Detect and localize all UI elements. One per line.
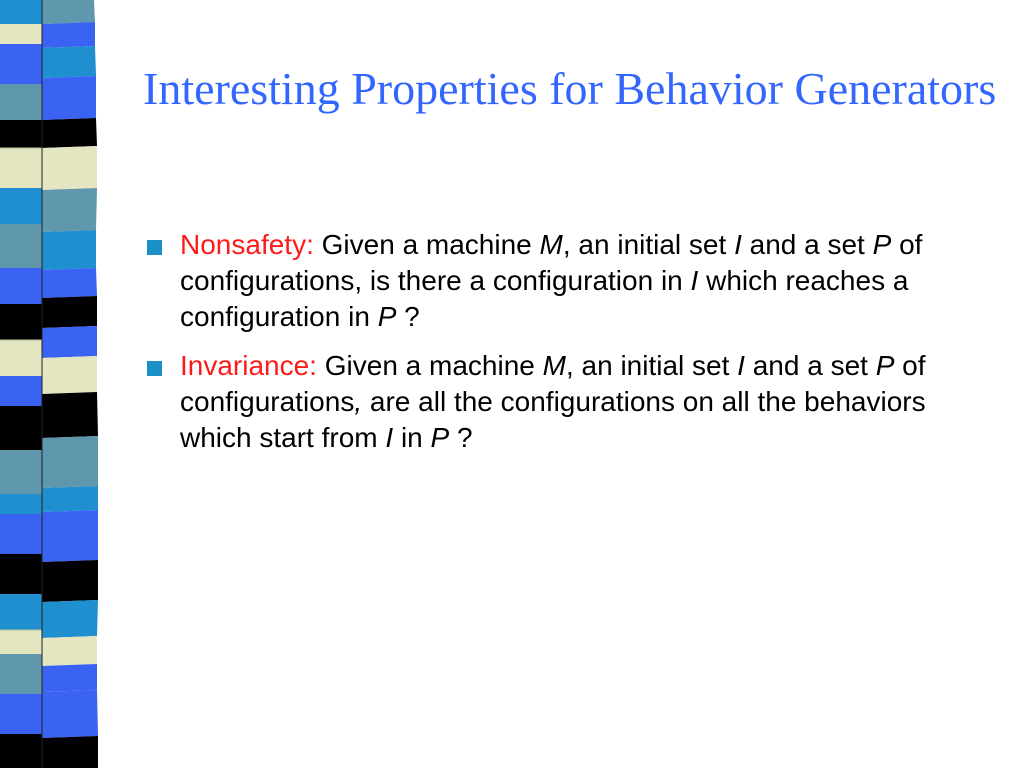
variable-m: M [542, 350, 566, 381]
variable-m: M [539, 229, 563, 260]
bullet-text: are all the configurations on all the behaviors which start from [180, 386, 926, 453]
decorative-stripe-bar [0, 0, 118, 768]
variable-i: I [737, 350, 745, 381]
variable-p: P [875, 350, 895, 381]
bullet-list [143, 227, 973, 469]
square-bullet-icon [147, 240, 162, 255]
variable-p: P [377, 301, 397, 332]
bullet-text: Given a machine [316, 350, 543, 381]
bullet-label: Nonsafety: [180, 229, 314, 260]
variable-i: I [690, 265, 699, 296]
bullet-text: Given a machine [313, 229, 540, 260]
bullet-item-invariance [143, 348, 973, 456]
bullet-text: and a set [741, 229, 873, 260]
bullet-text: , [354, 386, 363, 417]
slide-title: Interesting Properties for Behavior Generators [143, 63, 997, 114]
bullet-text: of configurations [180, 350, 926, 417]
bullet-text: ? [396, 301, 420, 332]
variable-i: I [734, 229, 742, 260]
square-bullet-icon [147, 361, 162, 376]
bullet-label: Invariance: [180, 350, 317, 381]
bullet-text: , an initial set [562, 229, 735, 260]
variable-i: I [385, 422, 394, 453]
bullet-text: which reaches a configuration in [180, 265, 909, 332]
bullet-text: , an initial set [565, 350, 738, 381]
stripe-pattern [0, 0, 118, 768]
bullet-text: and a set [744, 350, 876, 381]
bullet-text: of configurations, is there a configuration in [180, 229, 923, 296]
bullet-item-nonsafety [143, 227, 973, 335]
variable-p: P [430, 422, 450, 453]
bullet-text: in [393, 422, 431, 453]
bullet-text: ? [449, 422, 473, 453]
variable-p: P [872, 229, 892, 260]
